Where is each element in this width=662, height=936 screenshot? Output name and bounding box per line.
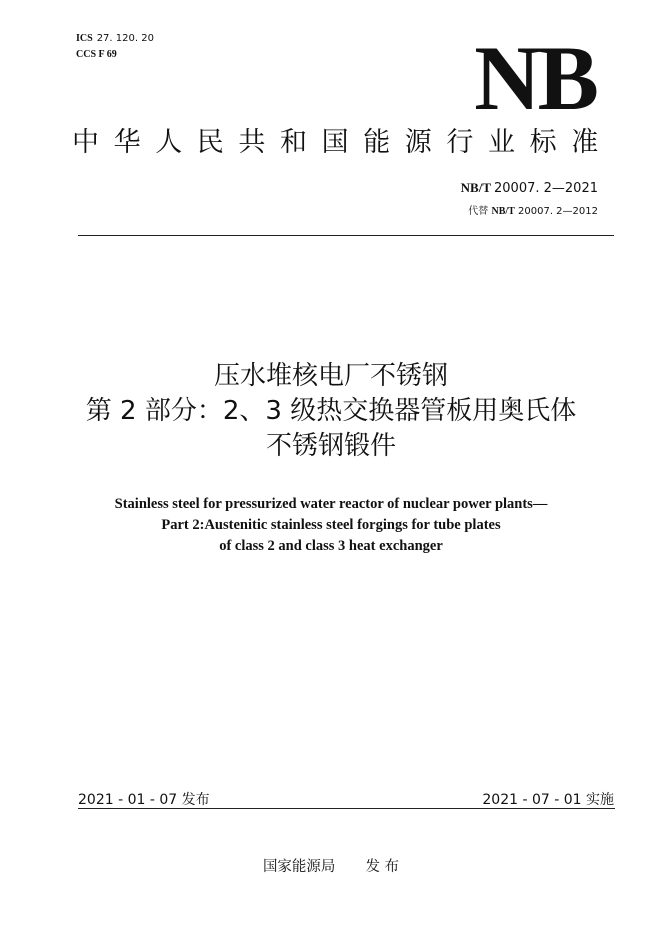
nb-logo: NB [474, 27, 596, 129]
issuer-action: 发 布 [365, 859, 400, 875]
standard-prefix: NB/T [460, 180, 492, 195]
english-title [60, 494, 602, 557]
publish-date: 2021 - 01 - 07 发布 [78, 792, 210, 808]
replaces-prefix: NB/T [491, 206, 515, 217]
ics-label: ICS [76, 33, 93, 44]
standard-number-value: 20007. 2—2021 [494, 181, 598, 196]
ics-code [76, 31, 154, 47]
chinese-title-line-2: 第 2 部分：2、3 级热交换器管板用奥氏体 [85, 396, 577, 426]
standard-number [461, 180, 598, 196]
english-title-line-1: Stainless steel for pressurized water reactor of nuclear power plants— [114, 496, 548, 512]
ccs-code: CCS F 69 [76, 49, 117, 60]
implementation-date: 2021 - 07 - 01 实施 [482, 792, 614, 808]
issuer-name: 国家能源局 [262, 859, 336, 875]
top-divider [78, 235, 614, 236]
english-title-line-2: Part 2:Austenitic stainless steel forgings for tube plates [161, 517, 501, 533]
replaces-label: 代替 [468, 206, 489, 217]
chinese-title-line-1: 压水堆核电厂不锈钢 [213, 361, 448, 391]
chinese-title-line-3: 不锈钢锻件 [265, 431, 396, 461]
ics-value: 27. 120. 20 [96, 33, 154, 44]
issuer [0, 855, 662, 876]
classification-codes [76, 31, 154, 63]
replaces-number: 20007. 2—2012 [518, 206, 598, 217]
english-title-line-3: of class 2 and class 3 heat exchanger [219, 538, 443, 554]
replaces-standard [468, 202, 598, 217]
organization-title: 中华人民共和国能源行业标准 [72, 127, 613, 158]
chinese-title [60, 359, 602, 464]
bottom-divider [78, 808, 615, 809]
